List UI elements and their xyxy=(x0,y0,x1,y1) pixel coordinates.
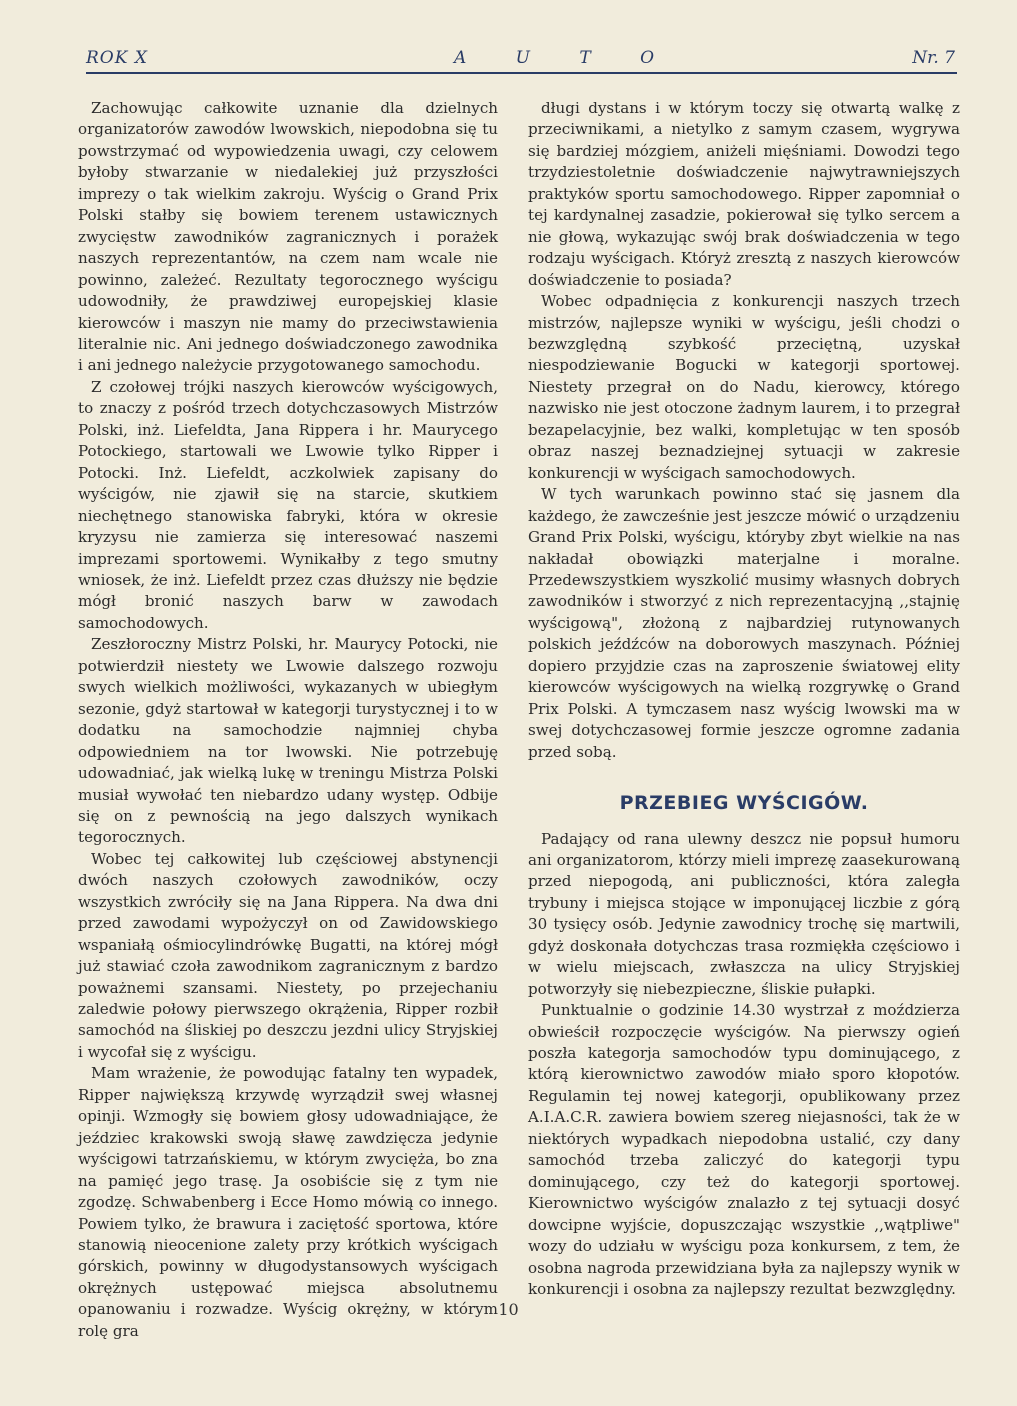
issue-number: Nr. 7 xyxy=(912,48,955,68)
paragraph: Padający od rana ulewny deszcz nie popsuł humoru ani organizatorom, którzy mieli imprezę zaasekurowaną przed niepogodą, ani publiczności, która zaległa trybuny i miejsca stojące w imponującej liczbie z górą 30 tysięcy osób. Jedynie zawodnicy trochę się martwili, gdyż doskonała dotychczas trasa rozmiękła częściowo i w wielu miejscach, zwłaszcza na ulicy Stryjskiej potworzyły się niebezpieczne, śliskie pułapki. xyxy=(528,829,960,998)
magazine-title: A U T O xyxy=(454,48,677,68)
running-header xyxy=(86,48,955,74)
paragraph: Zeszłoroczny Mistrz Polski, hr. Maurycy Potocki, nie potwierdził niestety we Lwowie dalszego rozwoju swych wielkich możliwości, wykazanych w ubiegłym sezonie, gdyż startował w kategorji turystycznej i to w dodatku na samochodzie najmniej chyba odpowiedniem na tor lwowski. Nie potrzebuję udowadniać, jak wielką lukę w treningu Mistrza Polski musiał wywołać ten niebardzo udany występ. Odbije się on z pewnością na jego dalszych wynikach tegorocznych. xyxy=(78,635,498,847)
paragraph: Z czołowej trójki naszych kierowców wyścigowych, to znaczy z pośród trzech dotychczasowych Mistrzów Polski, inż. Liefeldta, Jana Rippera i hr. Maurycego Potockiego, startowali we Lwowie tylko Ripper i Potocki. Inż. Liefeldt, aczkolwiek zapisany do wyścigów, nie zjawił się na starcie, skutkiem niechętnego stanowiska fabryki, która w okresie kryzysu nie zamierza się interesować naszemi imprezami sportowemi. Wynikałby z tego smutny wniosek, że inż. Liefeldt przez czas dłuższy nie będzie mógł bronić naszych barw w zawodach samochodowych. xyxy=(78,377,498,632)
page-number: 10 xyxy=(498,1300,519,1319)
right-column xyxy=(528,98,960,1300)
paragraph: Wobec tej całkowitej lub częściowej abstynencji dwóch naszych czołowych zawodników, oczy wszystkich zwróciły się na Jana Rippera. Na dwa dni przed zawodami wypożyczył on od Zawidowskiego wspaniałą ośmiocylindrówkę Bugatti, na której mógł już stawiać czoła zawodnikom zagranicznym z bardzo poważnemi szansami. Niestety, po przejechaniu zaledwie połowy pierwszego okrążenia, Ripper rozbił samochód na śliskiej po deszczu jezdni ulicy Stryjskiej i wycofał się z wyścigu. xyxy=(78,849,498,1061)
section-heading: PRZEBIEG WYŚCIGÓW. xyxy=(619,792,869,815)
paragraph: Punktualnie o godzinie 14.30 wystrzał z moździerza obwieścił rozpoczęcie wyścigów. Na pierwszy ogień poszła kategorja samochodów typu dominującego, z którą kierownictwo zawodów miało sporo kłopotów. Regulamin tej nowej kategorji, opublikowany przez A.I.A.C.R. zawiera bowiem szereg niejasności, tak że w niektórych wypadkach niepodobna ustalić, czy dany samochód trzeba zaliczyć do kategorji typu dominującego, czy też do kategorji sportowej. Kierownictwo wyścigów znalazło z tej sytuacji dosyć dowcipne wyjście, dopuszczając wszystkie ,,wątpliwe" wozy do udziału w wyścigu poza konkursem, z tem, że osobna nagroda przewidziana była za najlepszy wynik w konkurencji i osobna za najlepszy rezultat bezwzględny. xyxy=(528,1001,960,1299)
volume-label: ROK X xyxy=(86,48,148,68)
paragraph: Zachowując całkowite uznanie dla dzielnych organizatorów zawodów lwowskich, niepodobna się tu powstrzymać od wypowiedzenia uwagi, czy celowem byłoby stwarzanie w niedalekiej już przyszłości imprezy o tak wielkim zakroju. Wyścig o Grand Prix Polski stałby się bowiem terenem ustawicznych zwycięstw zawodników zagranicznych i porażek naszych reprezentantów, na czem nam wcale nie powinno, zależeć. Rezultaty tegorocznego wyścigu udowodniły, że prawdziwej europejskiej klasie kierowców i maszyn nie mamy do przeciwstawienia literalnie nic. Ani jednego doświadczonego zawodnika i ani jednego należycie przygotowanego samochodu. xyxy=(78,99,498,375)
left-column xyxy=(78,98,498,1342)
paragraph: Mam wrażenie, że powodując fatalny ten wypadek, Ripper największą krzywdę wyrządził swej własnej opinji. Wzmogły się bowiem głosy udowadniające, że jeździec krakowski swoją sławę zawdzięcza jedynie wyścigowi tatrzańskiemu, w którym zwycięża, bo zna na pamięć jego trasę. Ja osobiście się z tym nie zgodzę. Schwabenberg i Ecce Homo mówią co innego. Powiem tylko, że brawura i zaciętość sportowa, które stanowią nieocenione zalety przy krótkich wyścigach górskich, powinny w długodystansowych wyścigach okrężnych ustępować miejsca absolutnemu opanowaniu i rozwadze. Wyścig okrężny, w którym rolę gra xyxy=(78,1064,498,1340)
header-rule xyxy=(86,72,957,74)
paragraph: Wobec odpadnięcia z konkurencji naszych trzech mistrzów, najlepsze wyniki w wyścigu, jeśli chodzi o bezwzględną szybkość przeciętną, uzyskał niespodziewanie Bogucki w kategorji sportowej. Niestety przegrał on do Nadu, kierowcy, którego nazwisko nie jest otoczone żadnym laurem, i to przegrał bezapelacyjnie, bez walki, kompletując w ten sposób obraz naszej beznadziejnej sytuacji w zakresie konkurencji w wyścigach samochodowych. xyxy=(528,292,960,482)
paragraph: długi dystans i w którym toczy się otwartą walkę z przeciwnikami, a nietylko z samym czasem, wygrywa się bardziej mózgiem, aniżeli mięśniami. Dowodzi tego trzydziestoletnie doświadczenie najwytrawniejszych praktyków sportu samochodowego. Ripper zapomniał o tej kardynalnej zasadzie, pokierował się tylko sercem a nie głową, wykazując swój brak doświadczenia w tego rodzaju wyścigach. Któryż zresztą z naszych kierowców doświadczenie to posiada? xyxy=(528,99,960,289)
paragraph: W tych warunkach powinno stać się jasnem dla każdego, że zawcześnie jest jeszcze mówić o urządzeniu Grand Prix Polski, wyścigu, któryby zbyt wielkie na nas nakładał obowiązki materjalne i moralne. Przedewszystkiem wyszkolić musimy własnych dobrych zawodników i stworzyć z nich reprezentacyjną ,,stajnię wyścigową", złożoną z najbardziej rutynowanych polskich jeźdźców na doborowych maszynach. Później dopiero przyjdzie czas na zaproszenie światowej elity kierowców wyścigowych na wielką rozgrywkę o Grand Prix Polski. A tymczasem nasz wyścig lwowski ma w swej dotychczasowej formie jeszcze ogromne zadania przed sobą. xyxy=(528,485,960,761)
